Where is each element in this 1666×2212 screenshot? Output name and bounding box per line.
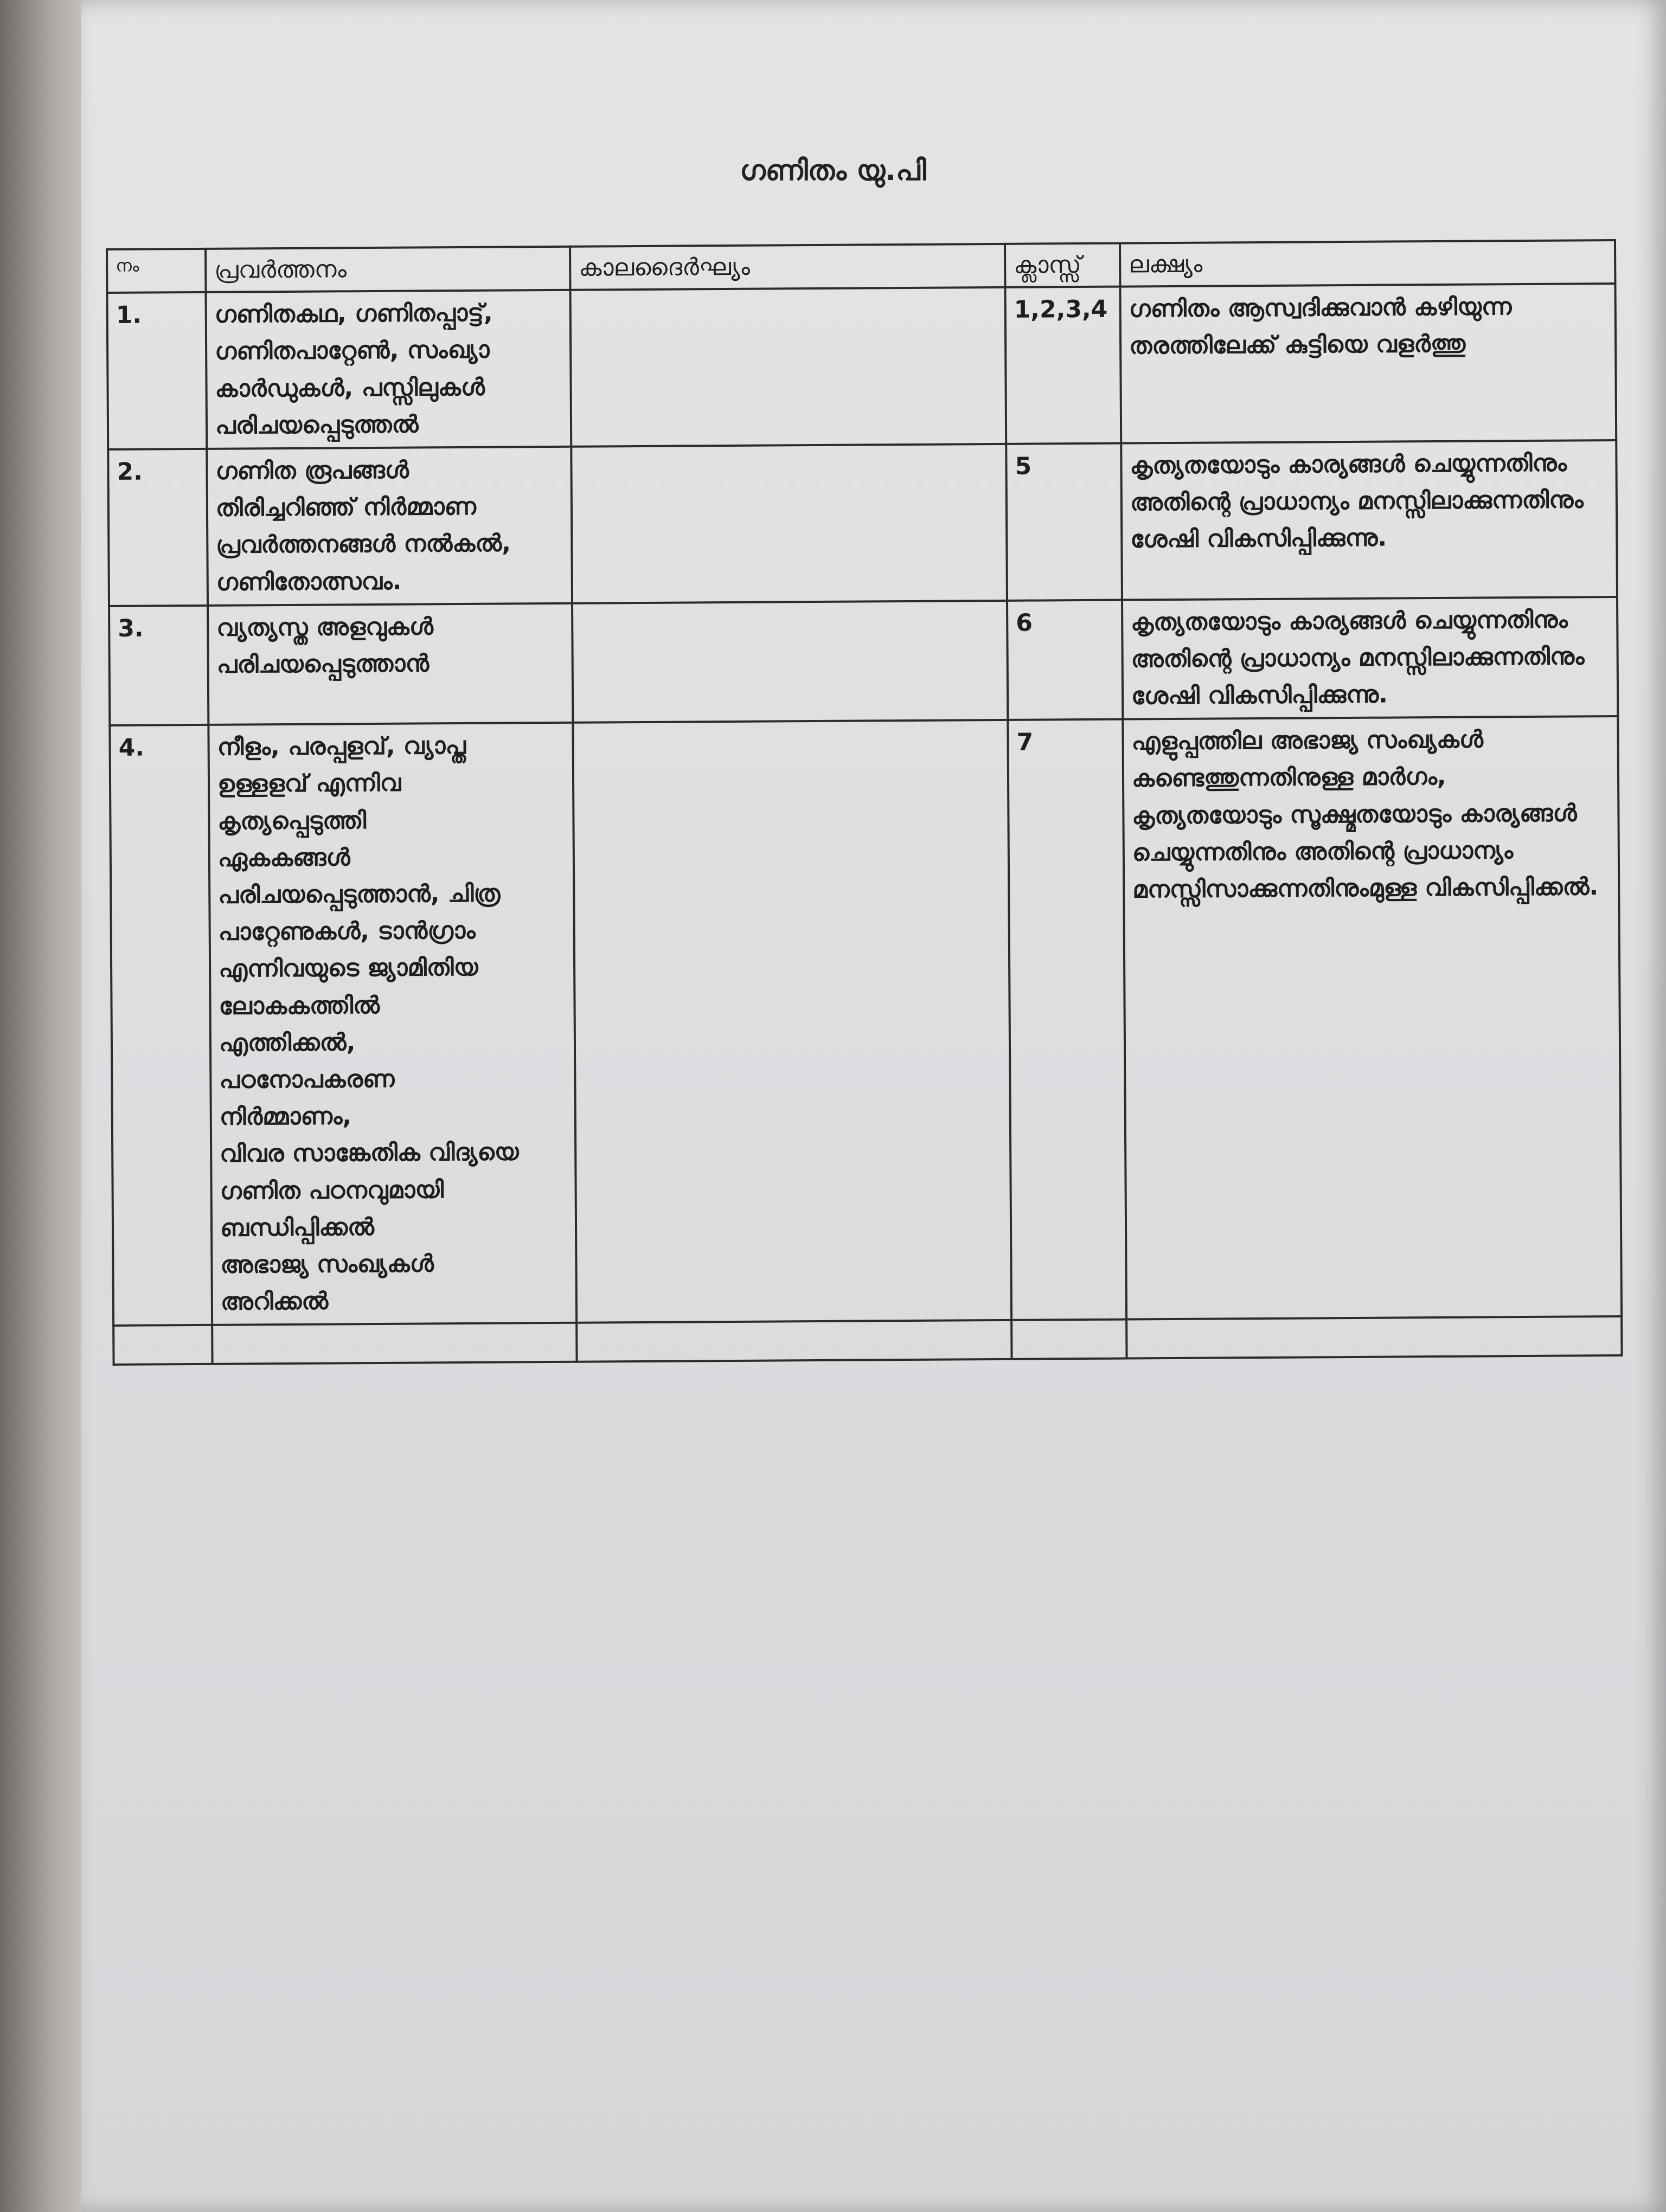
activity-line: ഗണിത പഠനവുമായി [220, 1175, 444, 1205]
activity-line: ഗണിത രൂപങ്ങൾ [215, 456, 409, 485]
activity-line: പരിചയപ്പെടുത്താൻ, ചിത്ര [218, 879, 501, 909]
empty-cell [1126, 1316, 1622, 1359]
goal-line: ഗണിതം ആസ്വദിക്കുവാൻ കഴിയുന്ന [1129, 293, 1512, 323]
activity-line: എത്തിക്കൽ, [219, 1028, 356, 1057]
goal-cell [1123, 716, 1622, 1320]
activity-line: ഗണിതോത്സവം. [216, 567, 402, 596]
table-row [110, 716, 1622, 1326]
goal-line: തരത്തിലേക്ക് കുട്ടിയെ വളർത്തു [1129, 330, 1466, 360]
goal-line: കൃത്യതയോടും കാര്യങ്ങൾ ചെയ്യുന്നതിനും [1131, 606, 1568, 636]
activity-cell [206, 290, 571, 449]
goal-line: അതിന്റെ പ്രാധാന്യം മനസ്സിലാക്കുന്നതിനും [1131, 642, 1585, 673]
goal-line: എളുപ്പത്തില അഭാജ്യ സംഖ്യകൾ [1131, 725, 1484, 756]
activity-line: അഭാജ്യ സംഖ്യകൾ [220, 1250, 434, 1279]
goal-line: കൃത്യതയോടും സൂക്ഷ്മതയോടും കാര്യങ്ങൾ [1132, 799, 1577, 830]
activity-line: പഠനോപകരണ [219, 1065, 395, 1094]
activity-line: പരിചയപ്പെടുത്തൽ [215, 410, 419, 440]
activity-line: നീളം, പരപ്പളവ്, വ്യാപ്ത [217, 732, 466, 762]
goal-line: മനസ്സിസാക്കുന്നതിനുംമുള്ള വികസിപ്പിക്കൽ. [1132, 873, 1599, 904]
activity-line: പ്രവർത്തനങ്ങൾ നൽകൽ, [216, 529, 511, 560]
activity-line: നിർമ്മാണം, [219, 1102, 352, 1131]
duration-cell [573, 720, 1011, 1323]
header-goal: ലക്ഷ്യം [1120, 240, 1615, 287]
activity-line: ബന്ധിപ്പിക്കൽ [220, 1213, 375, 1242]
empty-cell [212, 1323, 576, 1364]
goal-line: അതിന്റെ പ്രാധാന്യം മനസ്സിലാക്കുന്നതിനും [1130, 486, 1584, 517]
class-cell: 7 [1008, 719, 1126, 1320]
activity-line: കൃത്യപ്പെടുത്തി [217, 806, 367, 835]
goal-cell [1121, 440, 1617, 600]
duration-cell [572, 601, 1008, 723]
duration-cell [570, 287, 1006, 447]
activity-line: എന്നിവയുടെ ജ്യാമിതിയ [218, 954, 478, 983]
activity-cell [208, 603, 573, 725]
row-number: 2. [108, 449, 208, 606]
class-cell: 5 [1006, 443, 1122, 601]
activity-line: വിവര സാങ്കേതിക വിദ്യയെ [220, 1138, 519, 1168]
goal-cell [1122, 597, 1618, 719]
activity-cell [207, 447, 572, 606]
header-class: ക്ലാസ്സ് [1005, 243, 1120, 287]
goal-line: കൃത്യതയോടും കാര്യങ്ങൾ ചെയ്യുന്നതിനും [1130, 449, 1567, 480]
activity-line: കാർഡുകൾ, പസ്സിലുകൾ [215, 373, 485, 403]
table-row [109, 597, 1618, 726]
header-duration: കാലദൈർഘ്യം [570, 244, 1005, 290]
goal-line: കണ്ടെത്തുന്നതിനുള്ള മാർഗം, [1131, 763, 1446, 793]
empty-cell [576, 1320, 1011, 1362]
empty-cell [113, 1325, 212, 1365]
goal-line: ശേഷി വികസിപ്പിക്കുന്നു. [1131, 680, 1388, 710]
duration-cell [571, 444, 1007, 603]
row-number: 3. [109, 606, 208, 726]
activity-line: അറിക്കൽ [220, 1287, 329, 1316]
activity-line: പരിചയപ്പെടുത്താൻ [216, 650, 430, 679]
goal-cell [1120, 284, 1616, 443]
activity-line: ലോകകത്തിൽ [219, 991, 380, 1020]
class-cell: 6 [1007, 600, 1123, 720]
page-title: ഗണിതം യു.പി [740, 155, 926, 187]
activity-line: ഗണിതകഥ, ഗണിതപ്പാട്ട്, [214, 299, 493, 329]
notebook-binding [0, 0, 81, 2212]
row-number: 4. [110, 725, 212, 1326]
activity-line: വ്യത്യസ്ത അളവുകൾ [216, 613, 434, 642]
activity-line: പാറ്റേണുകൾ, ടാൻഗ്രാം [218, 917, 476, 946]
class-cell: 1,2,3,4 [1005, 287, 1121, 444]
goal-line: ശേഷി വികസിപ്പിക്കുന്നു. [1130, 524, 1387, 554]
activity-line: ഉള്ളളവ് എന്നിവ [217, 769, 401, 799]
activity-plan-table [106, 239, 1623, 1366]
goal-line: ചെയ്യുന്നതിനും അതിന്റെ പ്രാധാന്യം [1132, 836, 1514, 867]
table-row [108, 440, 1617, 606]
activity-line: ഏകകങ്ങൾ [217, 844, 350, 872]
empty-cell [1011, 1320, 1126, 1359]
activity-cell [208, 723, 576, 1325]
activity-line: ഗണിതപാറ്റേൺ, സംഖ്യാ [215, 336, 490, 366]
activity-line: തിരിച്ചറിഞ്ഞ് നിർമ്മാണ [215, 492, 477, 522]
header-no: നം [107, 249, 206, 293]
row-number: 1. [107, 292, 207, 449]
table-row [107, 284, 1617, 449]
header-activity: പ്രവർത്തനം [206, 247, 570, 292]
